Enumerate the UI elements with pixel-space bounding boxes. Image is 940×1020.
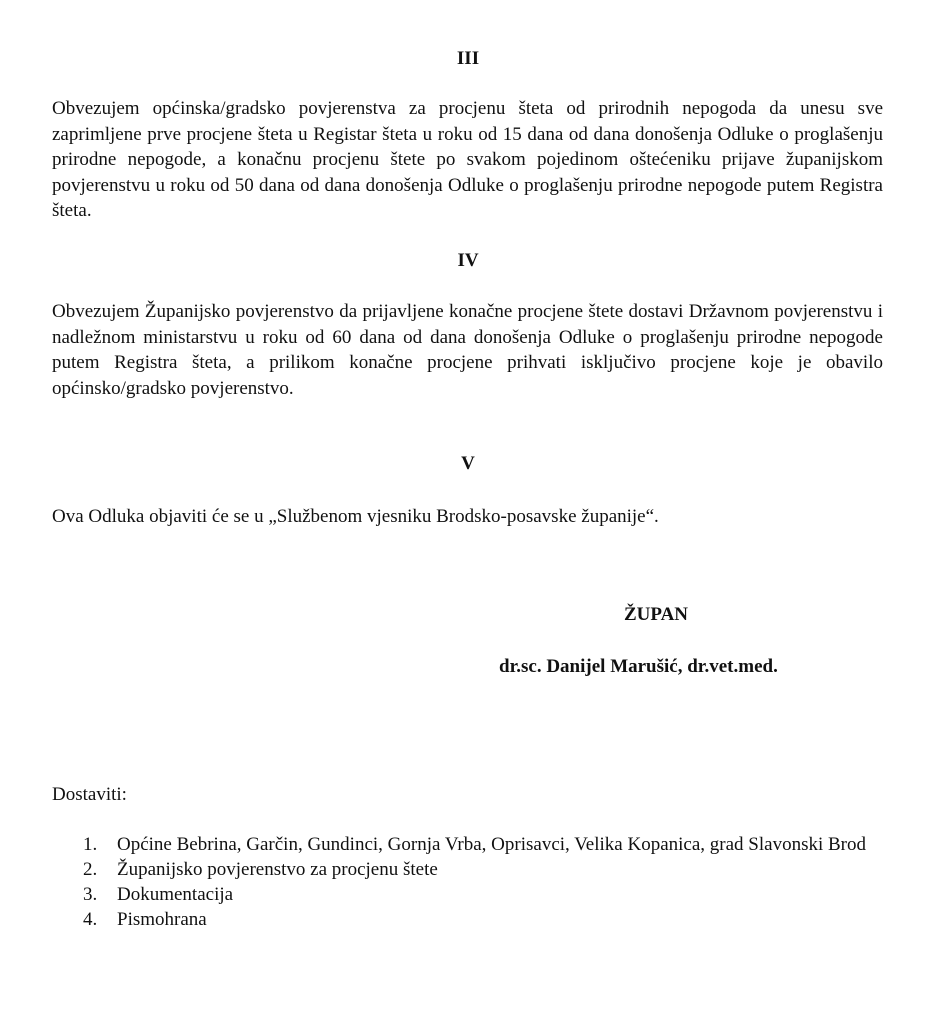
section-text-v: Ova Odluka objaviti će se u „Službenom vjesniku Brodsko-posavske županije“. <box>52 506 659 527</box>
section-text-iii: Obvezujem općinska/gradsko povjerenstva za procjenu šteta od prirodnih nepogoda da unesu sve zaprimljene prve procjene šteta u Registar šteta u roku od 15 dana od dana donošenja Odluke o proglašenju prirodne nepogode, a konačnu procjenu štete po svakom pojedinom oštećeniku prijave županijskom povjerenstvu u roku od 50 dana od dana donošenja Odluke o proglašenju prirodne nepogode putem Registra šteta. <box>52 98 883 221</box>
delivery-list <box>80 832 883 932</box>
section-heading-iii: III <box>456 48 480 69</box>
list-item-text: Pismohrana <box>117 909 207 930</box>
list-item-text: Općine Bebrina, Garčin, Gundinci, Gornja Vrba, Oprisavci, Velika Kopanica, grad Slavonski Brod <box>117 834 866 855</box>
list-item <box>80 832 883 857</box>
list-item-number: 1. <box>83 834 98 855</box>
list-item <box>80 882 883 907</box>
delivery-label: Dostaviti: <box>52 784 127 805</box>
list-item-text: Županijsko povjerenstvo za procjenu štete <box>117 859 438 880</box>
list-item-text: Dokumentacija <box>117 884 234 905</box>
section-heading-iv: IV <box>457 250 479 271</box>
list-item-number: 2. <box>83 859 98 880</box>
signature-title: ŽUPAN <box>624 604 689 625</box>
list-item <box>80 907 883 932</box>
section-text-iv: Obvezujem Županijsko povjerenstvo da prijavljene konačne procjene štete dostavi Državnom povjerenstvu i nadležnom ministarstvu u roku od 60 dana od dana donošenja Odluke o proglašenju prirodne nepogode putem Registra šteta, a prilikom konačne procjene prihvati isključivo procjene koje je obavilo općinsko/gradsko povjerenstvo. <box>52 301 883 399</box>
list-item <box>80 857 883 882</box>
section-heading-v: V <box>461 453 475 474</box>
list-item-number: 4. <box>83 909 98 930</box>
signature-name: dr.sc. Danijel Marušić, dr.vet.med. <box>499 656 778 677</box>
list-item-number: 3. <box>83 884 98 905</box>
